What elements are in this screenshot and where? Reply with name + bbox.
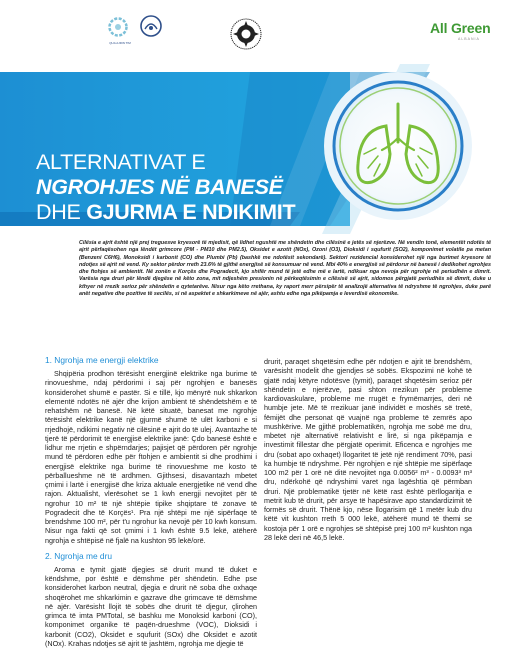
hero-line-1 [36,150,316,175]
hero-line-2 [36,175,316,200]
hero-line-3-thin: DHE [36,200,81,224]
hero-line-1-text: ALTERNATIVAT E [36,150,206,174]
column-left [45,355,257,648]
brand-subtitle: ALBANIA [458,37,480,41]
hero-title [36,150,316,250]
org-logo-icon [139,14,163,38]
hero-line-4-thin: NË CILËSINË E [36,225,187,249]
section-2-heading: 2. Ngrohja me dru [45,550,113,561]
municipality-emblem-icon [229,17,263,51]
partner-caption: QUA AJRIN TIM [109,41,131,45]
column-right [264,357,472,542]
partner-logo-icon [107,16,129,38]
section-2-paragraph-continued: drurit, paraqet shqetësim edhe për ndotjen e ajrit të brendshëm, varësisht modelit dhe gjendjes së sobës. Ekspozimi në kohë të gjatë ndaj këtyre ndotësve (tymit), paraqet shqetësim serioz për shëndetin e njerëzve, pasi shton rrezikun për probleme kardiovaskulare, probleme me rrugët e frymëmarrjes, deri në humbje jete. Më të rrezikuar janë individët e moshës së tretë, fëmijët dhe personat që vuajnë nga probleme të zemrës apo mushkërive. Me gjithë problematikën, ngrohja me sobë me dru, mbetet një alternativë relativisht e lirë, si nga pikëpamja e investimit fillestar dhe përgjatë operimit. Eficenca e ngrohjes me dru (sobat apo oxhaqet) llogaritet të jetë një rendiment 70%, pasi ka humbje të ndryshme. Për ngrohjen e një shtëpie me sipërfaqe 100 m2 për 1 orë në ditë nevojitet nga 0.0056² m³ - 0.0093³ m³ dru, ndërkohë që ndryshimi varet nga lagështia që përmban druri. Një problematikë tjetër në këtë rast është përllogaritja e metrit kub të drurit, për arsye të hapësirave apo standardizimit të formës së drurit. Thënë kjo, nëse llogarisim që 1 metër kub dru këtë vit kushton rreth 5 000 lekë, atëherë mund të themi se kostoja për 1 orë e ngrohjes së shtëpisë prej 100 m² kushton nga 28 lekë deri në 46,5 lekë. [264,357,472,542]
hero-banner [0,64,509,249]
hero-line-3-bold: GJURMA E NDIKIMIT [86,200,296,224]
section-1-paragraph: Shqipëria prodhon tërësisht energjinë elektrike nga burime të rinovueshme, ndaj përdorimi i saj për ngrohjen e banesës konsiderohet shumë e pastër. Si e tillë, kjo mënyrë nuk shkarkon elementë ndotës në ajër dhe krijon ambient të shëndetshëm e të rehatshëm në banesë. Në këtë situatë, banesat me ngrohje tërësisht elektrike kanë një gjurmë shumë të ulët karboni e si rrjedhojë, ndikimi negativ në cilësinë e ajrit do të ulej. Avantazhe të tjerë të përdorimit të energjisë elektrike janë: Çdo banesë është e lidhur me rrjetin e shpërndarjes; pajisjet që përdoren për ngrohje mund të përdoren edhe për ftohjen e ambientit si dhe prodhimi i energjisë elektrike nga burime të rinovueshme me kosto të përballueshme në të ardhmen. Gjithsesi, disavantazh mbetet çmimi i lartë i energjisë dhe kriza aktuale energjetike në vend dhe rajon. Aktualisht, vlerësohet se 1 kwh energji nevojitet për të ngrohur 10 m² të një shtëpie tipike shqiptare të zonave të Pogradecit dhe të Korçës¹. Pra një shtëpi me një sipërfaqe të brendshme 100 m², për t'u ngrohur ka nevojë për 10 kwh konsum. Nisur nga fakti që sot çmimi i 1 kwh është 9.5 lekë, atëherë ngrohja e shtëpisë në fjalë na kushton 95 lekë/orë. [45,369,257,545]
hero-line-2-text: NGROHJES NË BANESË [36,175,283,199]
logo-strip [0,0,509,72]
section-2-paragraph: Aroma e tymit gjatë djegies së drurit mund të duket e këndshme, por është e dëmshme për shëndetin. Edhe pse konsiderohet karbon neutral, djegia e drurit në soba dhe oxhaqe shoqërohet me shkarkimin e gazrave dhe grimcave të dëmshme në ajër. Varësisht llojit të sobës dhe drurit të djegur, çlirohen grimca të imta PMTotal, së bashku me Monoksid karboni (CO), komponimet organike të paqën-drueshme (VOC), Dioksidi i karbonit (CO2), Oksidet e squfurit (SOx) dhe Oksidet e azotit (NOx). Krahas ndotjes së ajrit të jashtëm, ngrohja me djegie të [45,564,257,648]
hero-line-3 [36,200,316,225]
intro-abstract: Cilësia e ajrit është një prej treguesve kryesorë të mjedisit, që lidhet ngushtë me shëndetin dhe cilësinë e jetës së njerëzve. Në vendin tonë, elementët ndotës të ajrit përfaqësohen nga lëndët grimcore (PM - PM10 dhe PM2.5), Oksidet e azotit (NOx), Ozoni (O3), Dioksidi i squfurit (SO2), komponimet volatile pa metan (Benzeni C6H6), Monoksidi i karbonit (CO) dhe Plumbi (Pb) (bashkë me ndotësit sekondarë). Sektori rezidencial konsiderohet një nga burimet kryesore të ndotjes së ajrit në vend. Ky sektor përdor rreth 23.6% të gjithë energjisë së konsumuar në vend. Mbi 40% e energjisë së përdorur në banesë i dedikohet ngrohjes dhe ftohjes së ambientit. Në zonën e Korçës dhe Pogradecit, kjo shifër mund të jetë edhe më e lartë, ndikuar nga nevoja për ngrohje në periudhën e dimrit. Varësia nga druri për lëndë djegëse në këto zona, mit ndjeshëm presionin në përkeqtësimin e cilësisë së ajrit, sidomos përgjatë periudhës së dimrit, duke u kthyer në rrezik serioz për shëndetin e qytetarëve. Nisur nga këto rrethana, ky raport merr përsipër të analizojë alternativa të ndryshme të ngrohjes, duke parë anët negative dhe pozitive të secilës, si në aspektet e shkarkimeve në ajër, ashtu edhe nga pikëpamja e leverdisë ekonomike. [79,240,491,298]
brand-name: All Green [430,20,491,36]
section-1-heading: 1. Ngrohja me energji elektrike [45,355,159,365]
hero-line-4-bold: AJRIT [191,225,253,249]
